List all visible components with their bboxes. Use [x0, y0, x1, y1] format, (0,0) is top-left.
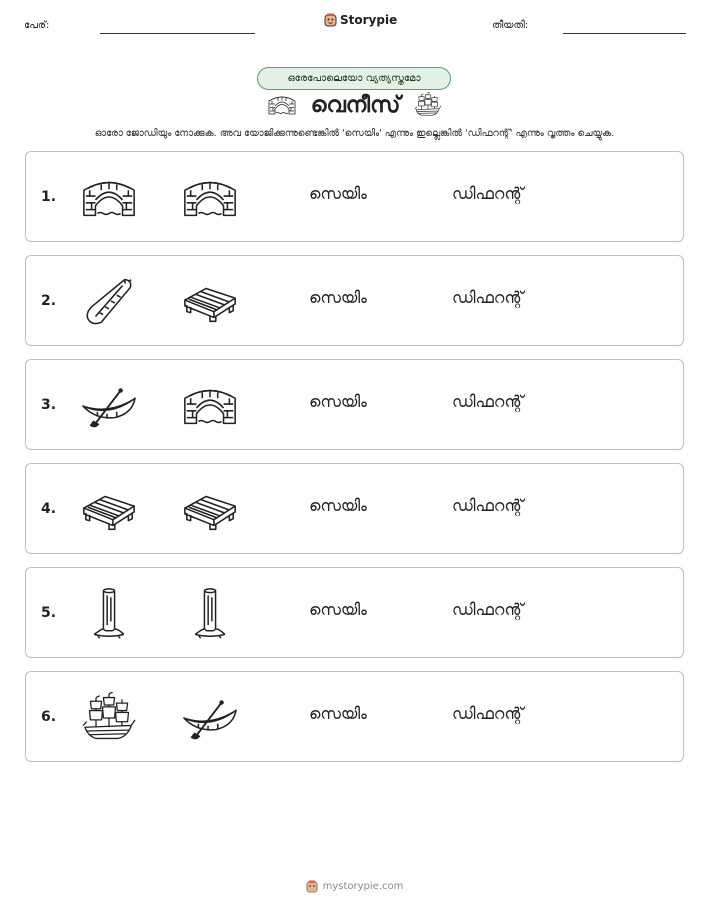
question-row	[25, 567, 684, 658]
title-row	[0, 92, 709, 118]
different-option[interactable]: ഡിഫറന്റ്	[452, 184, 524, 203]
date-label: തീയതി:	[492, 20, 529, 31]
brand-name: Storypie	[340, 13, 398, 27]
mascot-icon	[324, 13, 337, 27]
pole-icon	[80, 588, 138, 640]
bridge-icon	[181, 380, 239, 432]
question-number: 3.	[41, 397, 57, 413]
instructions: ഓരോ ജോഡിയും നോക്കുക. അവ യോജിക്കുന്നുണ്ടെങ്കിൽ 'സെയിം' എന്നും ഇല്ലെങ്കിൽ 'ഡിഫറന്റ്' എന്നും വൃത്തം ചെയ്യുക.	[94, 128, 615, 139]
question-row	[25, 671, 684, 762]
question-row	[25, 151, 684, 242]
bridge-icon	[181, 172, 239, 224]
storypie-logo	[324, 13, 397, 27]
footer	[0, 880, 709, 893]
question-row	[25, 255, 684, 346]
name-field[interactable]	[100, 33, 255, 34]
ship-icon	[80, 692, 138, 744]
same-option[interactable]: സെയിം	[309, 392, 367, 411]
different-option[interactable]: ഡിഫറന്റ്	[452, 600, 524, 619]
ship-icon	[414, 92, 442, 118]
same-option[interactable]: സെയിം	[309, 600, 367, 619]
same-option[interactable]: സെയിം	[309, 288, 367, 307]
footer-url: mystorypie.com	[322, 881, 404, 892]
page-title: വെനീസ്	[310, 92, 401, 118]
question-row	[25, 463, 684, 554]
different-option[interactable]: ഡിഫറന്റ്	[452, 704, 524, 723]
dock-icon	[80, 484, 138, 536]
question-number: 6.	[41, 709, 57, 725]
mascot-icon	[306, 880, 318, 893]
different-option[interactable]: ഡിഫറന്റ്	[452, 288, 524, 307]
question-number: 4.	[41, 501, 57, 517]
question-number: 5.	[41, 605, 57, 621]
bridge-icon	[80, 172, 138, 224]
different-option[interactable]: ഡിഫറന്റ്	[452, 392, 524, 411]
question-number: 1.	[41, 189, 57, 205]
dock-icon	[181, 276, 239, 328]
canoe-icon	[181, 692, 239, 744]
dock-icon	[181, 484, 239, 536]
gondola-icon	[80, 276, 138, 328]
question-number: 2.	[41, 293, 57, 309]
pole-icon	[181, 588, 239, 640]
same-option[interactable]: സെയിം	[309, 704, 367, 723]
date-field[interactable]	[563, 33, 686, 34]
bridge-icon	[267, 94, 297, 116]
worksheet-type-badge: ഒരേപോലെയോ വ്യത്യസ്തമോ	[257, 67, 451, 90]
same-option[interactable]: സെയിം	[309, 496, 367, 515]
name-label: പേര്:	[24, 20, 50, 31]
same-option[interactable]: സെയിം	[309, 184, 367, 203]
canoe-icon	[80, 380, 138, 432]
question-row	[25, 359, 684, 450]
different-option[interactable]: ഡിഫറന്റ്	[452, 496, 524, 515]
